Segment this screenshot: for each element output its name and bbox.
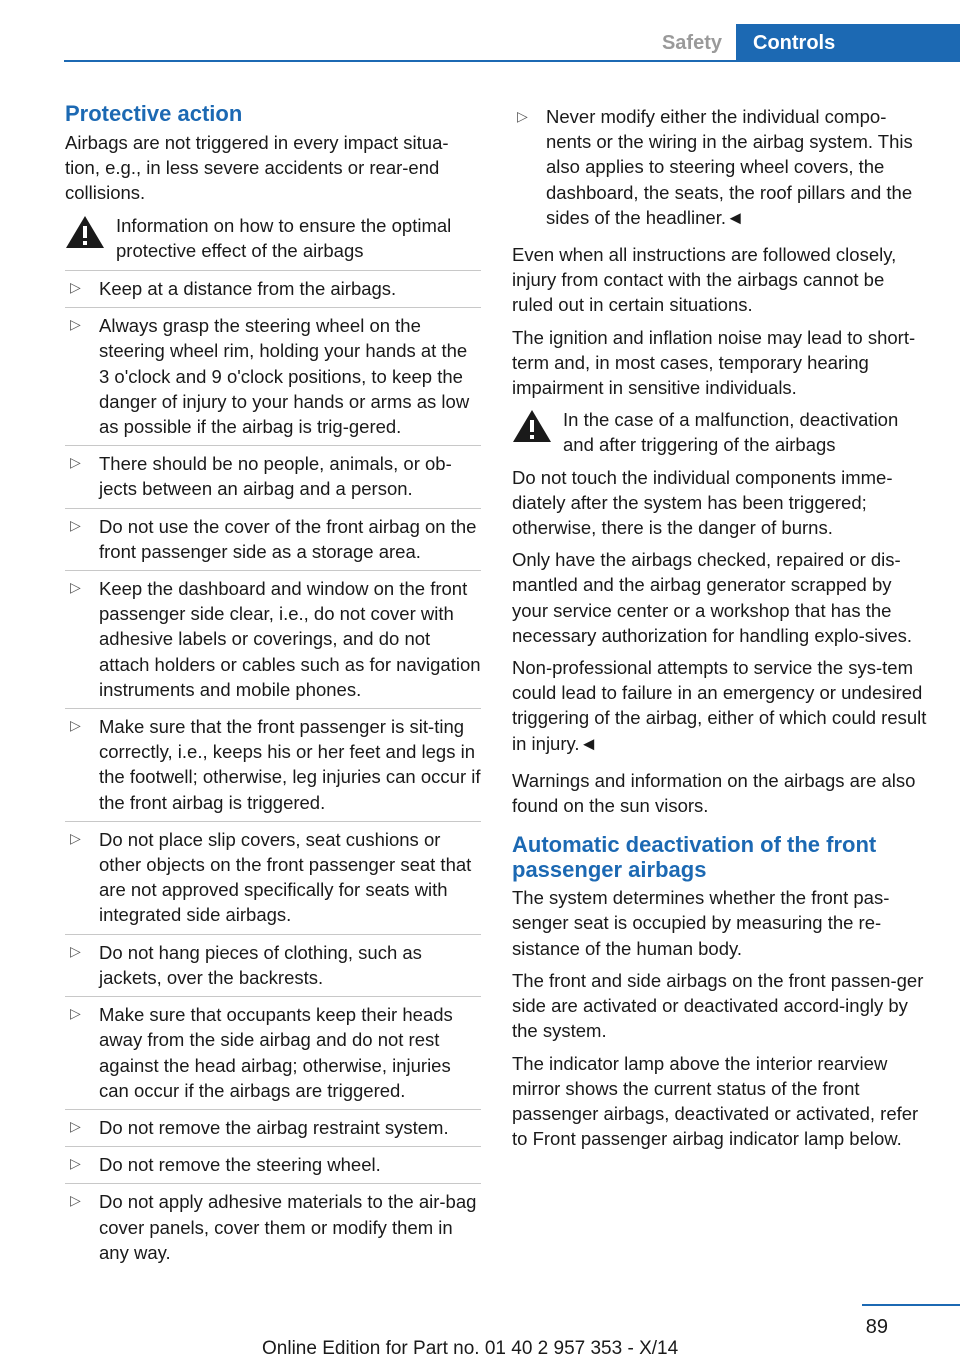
list-item-text: Do not use the cover of the front airbag on the front passenger side as a storage area. bbox=[99, 515, 477, 562]
paragraph: Non-professional attempts to service the sys-tem could lead to failure in an emergency or undesired triggering of the airbag, either of which could result in injury.◄ bbox=[512, 657, 927, 754]
edition-line: Online Edition for Part no. 01 40 2 957 353 - X/14 bbox=[262, 1338, 679, 1359]
triangle-bullet-icon: ▷ bbox=[70, 316, 81, 333]
triangle-bullet-icon: ▷ bbox=[70, 1005, 81, 1022]
triangle-bullet-icon: ▷ bbox=[70, 1192, 81, 1209]
triangle-bullet-icon: ▷ bbox=[70, 942, 81, 959]
bullet-list-right bbox=[512, 104, 930, 236]
page-number: 89 bbox=[865, 1316, 888, 1338]
list-item bbox=[65, 570, 481, 708]
section-tab-safety: Safety bbox=[661, 32, 722, 54]
header-rule bbox=[64, 60, 960, 62]
list-item bbox=[65, 1183, 481, 1271]
paragraph: The ignition and inflation noise may lead to short-term and, in most cases, temporary hearing impairment in sensitive individuals. bbox=[512, 326, 916, 399]
triangle-bullet-icon: ▷ bbox=[70, 1155, 81, 1172]
triangle-bullet-icon: ▷ bbox=[70, 717, 81, 734]
list-item-text: Make sure that the front passenger is sit-ting correctly, i.e., keeps his or her feet and legs in the footwell; otherwise, leg injuries can occur if the front airbag is triggered. bbox=[99, 716, 481, 813]
list-item bbox=[512, 104, 930, 236]
warning-title: Information on how to ensure the optimal protective effect of the airbags bbox=[116, 214, 452, 261]
list-item bbox=[65, 1146, 481, 1183]
list-item bbox=[65, 934, 481, 996]
list-item-text: There should be no people, animals, or ob-jects between an airbag and a person. bbox=[99, 453, 452, 500]
triangle-bullet-icon: ▷ bbox=[70, 1117, 81, 1134]
intro-paragraph: Airbags are not triggered in every impact situa-tion, e.g., in less severe accidents or rear-end collisions. bbox=[65, 132, 449, 204]
list-item bbox=[65, 307, 481, 445]
right-column bbox=[512, 104, 930, 1158]
list-item bbox=[65, 821, 481, 934]
paragraph: The system determines whether the front pas-senger seat is occupied by measuring the re-sistance of the human body. bbox=[512, 887, 890, 959]
triangle-bullet-icon: ▷ bbox=[70, 579, 81, 596]
paragraph: Do not touch the individual components imme-diately after the system has been triggered; otherwise, there is the danger of burns. bbox=[512, 466, 893, 539]
footer-rule bbox=[862, 1304, 960, 1306]
warning-title: In the case of a malfunction, deactivation and after triggering of the airbags bbox=[563, 409, 899, 456]
warning-block bbox=[512, 407, 930, 457]
list-item-text: Do not remove the airbag restraint system. bbox=[99, 1116, 449, 1138]
list-item bbox=[65, 445, 481, 507]
warning-triangle-icon bbox=[65, 215, 105, 249]
list-item bbox=[65, 508, 481, 570]
list-item-text: Always grasp the steering wheel on the steering wheel rim, holding your hands at the 3 o'clock and 9 o'clock positions, to keep the danger of injury to your hands or arms as low as possible if the airbag is trig-gered. bbox=[99, 315, 470, 438]
triangle-bullet-icon: ▷ bbox=[70, 279, 81, 296]
triangle-bullet-icon: ▷ bbox=[70, 454, 81, 471]
paragraph: Only have the airbags checked, repaired or dis-mantled and the airbag generator scrapped by your service center or a workshop that has the necessary authorization for handling explo-sives. bbox=[512, 549, 913, 646]
list-item-text: Keep the dashboard and window on the front passenger side clear, i.e., do not cover with adhesive labels or coverings, and do not attach holders or cables such as for navigation instruments and mobile phones. bbox=[99, 578, 481, 700]
list-item-text: Do not hang pieces of clothing, such as jackets, over the backrests. bbox=[99, 941, 422, 988]
heading-protective-action: Protective action bbox=[65, 101, 243, 126]
bullet-list bbox=[65, 270, 481, 1271]
triangle-bullet-icon: ▷ bbox=[517, 108, 528, 124]
list-item bbox=[65, 270, 481, 307]
triangle-bullet-icon: ▷ bbox=[70, 516, 81, 533]
list-item-text: Never modify either the individual compo-nents or the wiring in the airbag system. This also applies to steering wheel covers, the dashboard, the seats, the roof pillars and the sides of the headliner.◄ bbox=[546, 106, 913, 228]
list-item-text: Make sure that occupants keep their heads away from the side airbag and do not rest against the head airbag; otherwise, injuries can occur if the airbags are triggered. bbox=[99, 1004, 453, 1101]
list-item-text: Do not apply adhesive materials to the air-bag cover panels, cover them or modify them in any way. bbox=[99, 1191, 477, 1263]
paragraph: Warnings and information on the airbags are also found on the sun visors. bbox=[512, 769, 916, 817]
list-item-text: Do not place slip covers, seat cushions or other objects on the front passenger seat that are not approved specifically for seats with integrated side airbags. bbox=[99, 828, 472, 926]
list-item-text: Keep at a distance from the airbags. bbox=[99, 278, 397, 300]
list-item bbox=[65, 1109, 481, 1146]
warning-triangle-icon bbox=[512, 409, 552, 443]
chapter-tab-controls: Controls bbox=[736, 24, 960, 62]
left-column bbox=[65, 101, 481, 1271]
triangle-bullet-icon: ▷ bbox=[70, 829, 81, 846]
list-item-text: Do not remove the steering wheel. bbox=[99, 1154, 381, 1176]
heading-automatic-deactivation: Automatic deactivation of the front passenger airbags bbox=[512, 832, 877, 883]
paragraph: The front and side airbags on the front passen-ger side are activated or deactivated accord-ingly by the system. bbox=[512, 969, 924, 1042]
list-item bbox=[65, 996, 481, 1109]
warning-block bbox=[65, 213, 481, 263]
list-item bbox=[65, 708, 481, 821]
paragraph: The indicator lamp above the interior rearview mirror shows the current status of the front passenger airbags, deactivated or activated, refer to Front passenger airbag indicator lamp below. bbox=[512, 1052, 919, 1150]
paragraph: Even when all instructions are followed closely, injury from contact with the airbags cannot be ruled out in certain situations. bbox=[512, 244, 897, 316]
